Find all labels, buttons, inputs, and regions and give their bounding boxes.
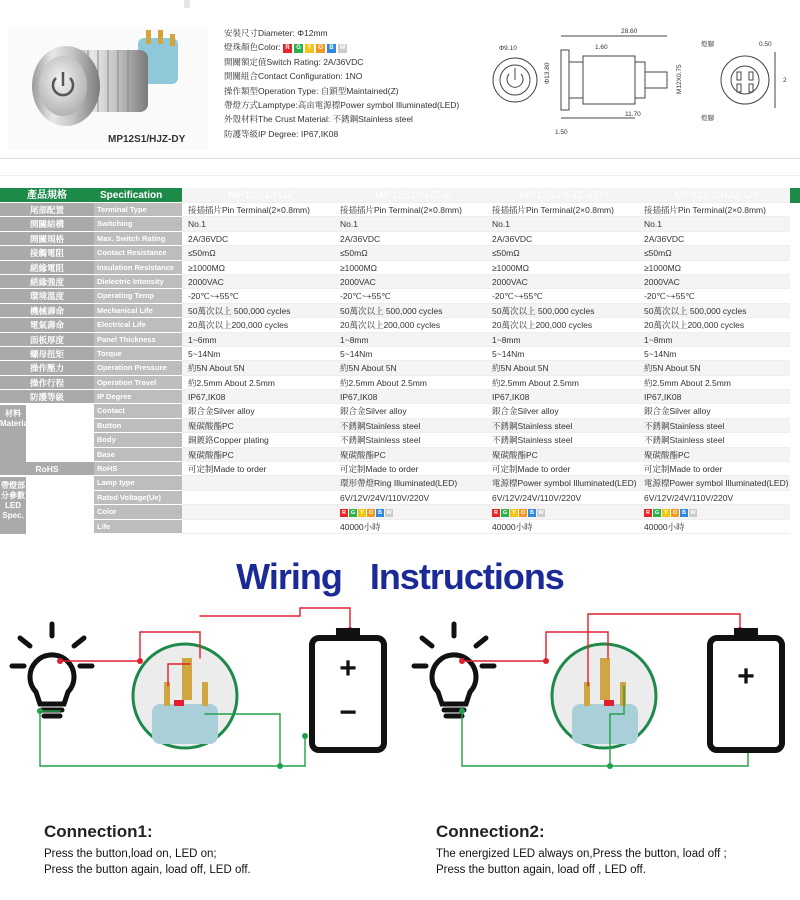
table-cell: 約2.5mm About 2.5mm xyxy=(182,376,334,390)
table-cell: 6V/12V/24V/110V/220V xyxy=(638,491,790,505)
color-chip: O xyxy=(520,509,526,516)
color-chip: W xyxy=(690,509,696,516)
table-cell: ≥1000MΩ xyxy=(486,261,638,275)
table-cell: 50萬次以上 500,000 cycles xyxy=(334,304,486,318)
spec-color xyxy=(224,40,459,54)
row-label-zh: 接觸電阻 xyxy=(0,246,94,260)
row-group-label: 材料 Material xyxy=(0,405,26,463)
table-cell: 銀合金Silver alloy xyxy=(182,404,334,418)
dim-d2: Φ13.80 xyxy=(544,62,551,84)
table-row xyxy=(0,232,800,246)
spec-material: 外殼材料The Crust Material: 不銹鋼Stainless steel xyxy=(224,114,413,125)
table-cell: 聚碳酸酯PC xyxy=(182,448,334,462)
table-cell: 約2.5mm About 2.5mm xyxy=(638,376,790,390)
color-chip: R xyxy=(340,509,348,517)
table-header-row xyxy=(0,188,800,203)
table-cell: 2A/36VDC xyxy=(182,232,334,246)
connection-2 xyxy=(436,822,727,878)
connection-1-title: Connection1: xyxy=(44,822,153,841)
table-cell: 接插插片Pin Terminal(2×0.8mm) xyxy=(486,203,638,217)
row-label-en: Operation Travel xyxy=(94,376,182,390)
row-label-en: Specification xyxy=(94,188,182,203)
table-cell: 不銹鋼Stainless steel xyxy=(638,419,790,433)
row-label-zh: 燈珠顏色 xyxy=(0,505,94,519)
table-cell: 銀合金Silver alloy xyxy=(638,404,790,418)
row-label-en: Operating Temp xyxy=(94,289,182,303)
table-cell xyxy=(638,505,790,519)
table-cell: 聚碳酸酯PC xyxy=(182,419,334,433)
table-cell: 電源標Power symbol Illuminated(LED) xyxy=(638,476,790,490)
table-cell: 5~14Nm xyxy=(182,347,334,361)
row-label-en: Contact xyxy=(94,404,182,418)
table-cell: No.1 xyxy=(638,217,790,231)
table-row xyxy=(0,433,800,447)
table-cell: 1~8mm xyxy=(638,333,790,347)
battery-icon-1 xyxy=(312,628,384,750)
table-cell: 可定制Made to order xyxy=(486,462,638,476)
color-chip: O xyxy=(672,509,678,516)
dim-d8: 0.50 xyxy=(759,41,772,48)
wiring-title-word2: Instructions xyxy=(369,556,564,597)
table-cell xyxy=(486,505,638,519)
color-chip: Y xyxy=(358,509,366,517)
connection-1-line1: Press the button,load on, LED on; xyxy=(44,848,217,860)
lamp-label-2: 燈腳 xyxy=(701,115,714,122)
table-cell: 不銹鋼Stainless steel xyxy=(334,433,486,447)
color-chip: G xyxy=(654,509,660,516)
table-cell: 約5N About 5N xyxy=(182,361,334,375)
product-header xyxy=(0,0,800,160)
row-label-en: RoHS xyxy=(94,462,182,476)
row-label-en: Torque xyxy=(94,347,182,361)
connection-2-title: Connection2: xyxy=(436,822,545,841)
table-row xyxy=(0,505,800,519)
table-cell: ≤50mΩ xyxy=(182,246,334,260)
table-cell: 20萬次以上200,000 cycles xyxy=(486,318,638,332)
color-chip: R xyxy=(644,509,652,517)
table-cell: No.1 xyxy=(182,217,334,231)
table-row xyxy=(0,419,800,433)
table-cell: 40000小時 xyxy=(486,520,638,534)
table-cell: ≤50mΩ xyxy=(334,246,486,260)
row-label-en: IP Degree xyxy=(94,390,182,404)
table-cell: 2A/36VDC xyxy=(334,232,486,246)
color-chip: O xyxy=(316,44,325,53)
table-cell: 2A/36VDC xyxy=(486,232,638,246)
diagram-2 xyxy=(414,614,782,769)
table-cell: IP67,IK08 xyxy=(486,390,638,404)
spec-contact: 開關組合Contact Configuration: 1NO xyxy=(224,71,363,82)
table-cell: 約5N About 5N xyxy=(638,361,790,375)
table-cell xyxy=(182,476,334,490)
row-label-zh: 操作壓力 xyxy=(0,361,94,375)
dim-d3: 28.60 xyxy=(621,28,638,35)
row-label-zh: 外殼 xyxy=(0,433,94,447)
row-label-en: Panel Thickness xyxy=(94,333,182,347)
row-label-zh: 基座 xyxy=(0,448,94,462)
wiring-title xyxy=(0,556,800,598)
bulb-rays-icon xyxy=(12,624,92,666)
table-cell: 聚碳酸酯PC xyxy=(334,448,486,462)
row-label-zh: 產品規格 xyxy=(0,188,94,203)
connection-2-line1: The energized LED always on,Press the button, load off ; xyxy=(436,848,727,860)
table-cell: 5~14Nm xyxy=(486,347,638,361)
table-cell: IP67,IK08 xyxy=(638,390,790,404)
table-cell: 電源標Power symbol Illuminated(LED) xyxy=(486,476,638,490)
table-cell: 不銹鋼Stainless steel xyxy=(486,433,638,447)
model-caption: MP12S1/HJZ-DY xyxy=(108,134,186,145)
model-column-header: MP12S1/HJZ-E xyxy=(334,188,486,203)
table-row xyxy=(0,347,800,361)
table-cell: 不銹鋼Stainless steel xyxy=(334,419,486,433)
row-label-en: Base xyxy=(94,448,182,462)
table-cell: 不銹鋼Stainless steel xyxy=(638,433,790,447)
dim-d1: Φ9.10 xyxy=(499,45,517,52)
row-label-zh: 開關結構 xyxy=(0,217,94,231)
row-label-en: Operation Pressure xyxy=(94,361,182,375)
row-label-zh: RoHS xyxy=(0,462,94,476)
table-cell: 1~8mm xyxy=(486,333,638,347)
row-label-en: Mechanical Life xyxy=(94,304,182,318)
dim-d6: 11.70 xyxy=(625,111,641,118)
table-cell xyxy=(182,491,334,505)
bulb-icon xyxy=(432,655,476,716)
row-group-label: 帶燈部分參數LED Spec. xyxy=(0,477,26,535)
table-cell xyxy=(182,505,334,519)
row-label-zh: 按鍵 xyxy=(0,419,94,433)
row-label-zh: 絕緣強度 xyxy=(0,275,94,289)
row-label-en: Terminal Type xyxy=(94,203,182,217)
switch-base-2 xyxy=(572,704,638,744)
row-label-zh: 觸點 xyxy=(0,404,94,418)
color-chip: B xyxy=(528,509,536,517)
corner-mark xyxy=(184,0,190,8)
table-cell: 可定制Made to order xyxy=(334,462,486,476)
table-cell: 約5N About 5N xyxy=(334,361,486,375)
table-cell: ≤50mΩ xyxy=(638,246,790,260)
row-label-en: Button xyxy=(94,419,182,433)
row-label-en: Body xyxy=(94,433,182,447)
table-cell: 2A/36VDC xyxy=(638,232,790,246)
table-cell: 2000VAC xyxy=(182,275,334,289)
row-label-en: Electrical Life xyxy=(94,318,182,332)
dim-d5: M12X0.75 xyxy=(676,64,683,94)
switch-base-1 xyxy=(152,704,218,744)
table-row xyxy=(0,304,800,318)
table-row xyxy=(0,361,800,375)
connection-1 xyxy=(44,822,251,878)
table-cell: 5~14Nm xyxy=(638,347,790,361)
table-row xyxy=(0,318,800,332)
row-label-en: Life xyxy=(94,520,182,534)
color-chip: Y xyxy=(305,44,314,53)
table-cell: 約5N About 5N xyxy=(486,361,638,375)
dim-d4: 1.60 xyxy=(595,44,608,51)
model-column-header: MP12S1/FJZ-EDY xyxy=(486,188,638,203)
row-label-en: Dielectric Intensity xyxy=(94,275,182,289)
table-cell: IP67,IK08 xyxy=(182,390,334,404)
table-cell: 1~6mm xyxy=(182,333,334,347)
table-cell: No.1 xyxy=(334,217,486,231)
spec-diameter: 安裝尺寸Diameter: Φ12mm xyxy=(224,28,328,38)
table-row xyxy=(0,491,800,505)
row-label-zh: 防護等級 xyxy=(0,390,94,404)
color-chip: R xyxy=(492,509,500,517)
color-chip: W xyxy=(538,509,544,516)
table-cell: ≥1000MΩ xyxy=(638,261,790,275)
table-cell: 接插插片Pin Terminal(2×0.8mm) xyxy=(334,203,486,217)
color-chip: W xyxy=(339,44,346,51)
bulb-rays-icon xyxy=(414,624,494,666)
wiring-title-word1: Wiring xyxy=(236,556,342,597)
table-row xyxy=(0,261,800,275)
table-row xyxy=(0,390,800,404)
table-cell: ≥1000MΩ xyxy=(334,261,486,275)
dimension-drawing xyxy=(475,22,795,152)
color-chip: G xyxy=(294,44,303,53)
spec-list xyxy=(224,26,459,141)
color-chip: R xyxy=(283,44,292,53)
lamp-label-1: 燈腳 xyxy=(701,41,714,48)
color-chip: B xyxy=(327,44,336,53)
spec-rating: 開關額定值Switch Rating: 2A/36VDC xyxy=(224,56,364,67)
table-cell: ≥1000MΩ xyxy=(182,261,334,275)
color-chip: W xyxy=(386,509,392,516)
table-row xyxy=(0,376,800,390)
row-label-zh: 環境溫度 xyxy=(0,289,94,303)
color-chip: O xyxy=(368,509,374,516)
model-column-header: MP12S1/HJZ xyxy=(182,188,334,203)
row-label-zh: 機械壽命 xyxy=(0,304,94,318)
row-label-zh: 額定電壓 xyxy=(0,491,94,505)
table-cell: 銀合金Silver alloy xyxy=(486,404,638,418)
table-cell xyxy=(334,505,486,519)
table-cell: 可定制Made to order xyxy=(638,462,790,476)
table-cell: 1~8mm xyxy=(334,333,486,347)
table-cell: -20℃~+55℃ xyxy=(638,289,790,303)
row-label-zh: 操作行程 xyxy=(0,376,94,390)
table-cell: 2000VAC xyxy=(638,275,790,289)
table-cell: -20℃~+55℃ xyxy=(486,289,638,303)
battery-icon-2 xyxy=(710,628,782,750)
dim-d7: 1.50 xyxy=(555,129,568,136)
table-cell: 銀合金Silver alloy xyxy=(334,404,486,418)
spec-table xyxy=(0,188,800,534)
row-label-en: Lamp type xyxy=(94,476,182,490)
table-cell: 聚碳酸酯PC xyxy=(638,448,790,462)
table-cell: 20萬次以上200,000 cycles xyxy=(638,318,790,332)
table-cell: 銅鍍鉻Copper plating xyxy=(182,433,334,447)
table-cell: 約2.5mm About 2.5mm xyxy=(334,376,486,390)
color-chip: Y xyxy=(662,509,670,517)
spec-operation: 操作類型Operation Type: 自鎖型Maintained(Z) xyxy=(224,85,399,96)
table-cell: 50萬次以上 500,000 cycles xyxy=(638,304,790,318)
table-row xyxy=(0,404,800,418)
spec-lamptype: 帶燈方式Lamptype:高亩電源標Power symbol Illuminated(LED) xyxy=(224,100,460,111)
terminal-2 xyxy=(600,658,610,700)
row-label-zh: 尾部配置 xyxy=(0,203,94,217)
table-row xyxy=(0,203,800,217)
table-row xyxy=(0,520,800,534)
row-label-zh: 燈珠壽命 xyxy=(0,520,94,534)
table-cell: -20℃~+55℃ xyxy=(334,289,486,303)
color-chip-group xyxy=(283,42,349,52)
dim-d9: 2 xyxy=(783,77,787,84)
table-cell: 5~14Nm xyxy=(334,347,486,361)
table-cell xyxy=(182,520,334,534)
divider xyxy=(0,158,800,159)
color-chip: Y xyxy=(510,509,518,517)
table-cell: 接插插片Pin Terminal(2×0.8mm) xyxy=(182,203,334,217)
connection-2-line2: Press the button again, load off , LED off. xyxy=(436,864,646,876)
minus-sign-1: − xyxy=(339,696,357,729)
table-cell: 50萬次以上 500,000 cycles xyxy=(182,304,334,318)
table-cell: 約2.5mm About 2.5mm xyxy=(486,376,638,390)
table-cell: 20萬次以上200,000 cycles xyxy=(334,318,486,332)
divider xyxy=(0,175,800,176)
table-cell: ≤50mΩ xyxy=(486,246,638,260)
table-cell: 40000小時 xyxy=(334,520,486,534)
table-row xyxy=(0,476,800,490)
row-label-en: Contact Resistance xyxy=(94,246,182,260)
row-label-zh: 面板厚度 xyxy=(0,333,94,347)
table-cell: -20℃~+55℃ xyxy=(182,289,334,303)
row-label-zh: 帶燈類型 xyxy=(0,476,94,490)
table-row xyxy=(0,333,800,347)
table-cell: 2000VAC xyxy=(334,275,486,289)
connection-1-line2: Press the button again, load off, LED off. xyxy=(44,864,251,876)
row-label-en: Color xyxy=(94,505,182,519)
switch-photo xyxy=(8,28,208,150)
table-cell: 聚碳酸酯PC xyxy=(486,448,638,462)
table-row xyxy=(0,289,800,303)
row-label-zh: 電氣壽命 xyxy=(0,318,94,332)
row-label-zh: 螺母扭矩 xyxy=(0,347,94,361)
table-cell: 40000小時 xyxy=(638,520,790,534)
color-chip: B xyxy=(680,509,688,517)
spec-color-label: 燈珠顏色Color: xyxy=(224,42,281,53)
table-row xyxy=(0,448,800,462)
table-cell: 接插插片Pin Terminal(2×0.8mm) xyxy=(638,203,790,217)
table-cell: 20萬次以上200,000 cycles xyxy=(182,318,334,332)
row-label-en: Rated Voltage(Ue) xyxy=(94,491,182,505)
plus-sign-2: + xyxy=(737,660,755,693)
bulb-icon xyxy=(30,655,74,716)
table-row xyxy=(0,217,800,231)
color-chip: B xyxy=(376,509,384,517)
plus-sign-1: + xyxy=(339,652,357,685)
row-label-en: Insulation Resistance xyxy=(94,261,182,275)
table-cell: 環形帶燈Ring Illuminated(LED) xyxy=(334,476,486,490)
color-chip: G xyxy=(350,509,356,516)
table-row xyxy=(0,462,800,476)
spec-ip: 防護等級IP Degree: IP67,IK08 xyxy=(224,128,339,139)
table-row xyxy=(0,246,800,260)
row-label-zh: 絕緣電阻 xyxy=(0,261,94,275)
table-cell: 可定制Made to order xyxy=(182,462,334,476)
row-label-zh: 開關規格 xyxy=(0,232,94,246)
table-cell: 2000VAC xyxy=(486,275,638,289)
wiring-diagram xyxy=(0,596,800,806)
model-column-header: MP12S1/HJZ-DY xyxy=(638,188,790,203)
table-cell: 不銹鋼Stainless steel xyxy=(486,419,638,433)
table-cell: 6V/12V/24V/110V/220V xyxy=(486,491,638,505)
row-label-en: Max. Switch Rating xyxy=(94,232,182,246)
diagram-1 xyxy=(12,608,384,769)
table-row xyxy=(0,275,800,289)
table-cell: No.1 xyxy=(486,217,638,231)
table-cell: IP67,IK08 xyxy=(334,390,486,404)
table-cell: 50萬次以上 500,000 cycles xyxy=(486,304,638,318)
table-cell: 6V/12V/24V/110V/220V xyxy=(334,491,486,505)
row-label-en: Switching xyxy=(94,217,182,231)
color-chip: G xyxy=(502,509,508,516)
